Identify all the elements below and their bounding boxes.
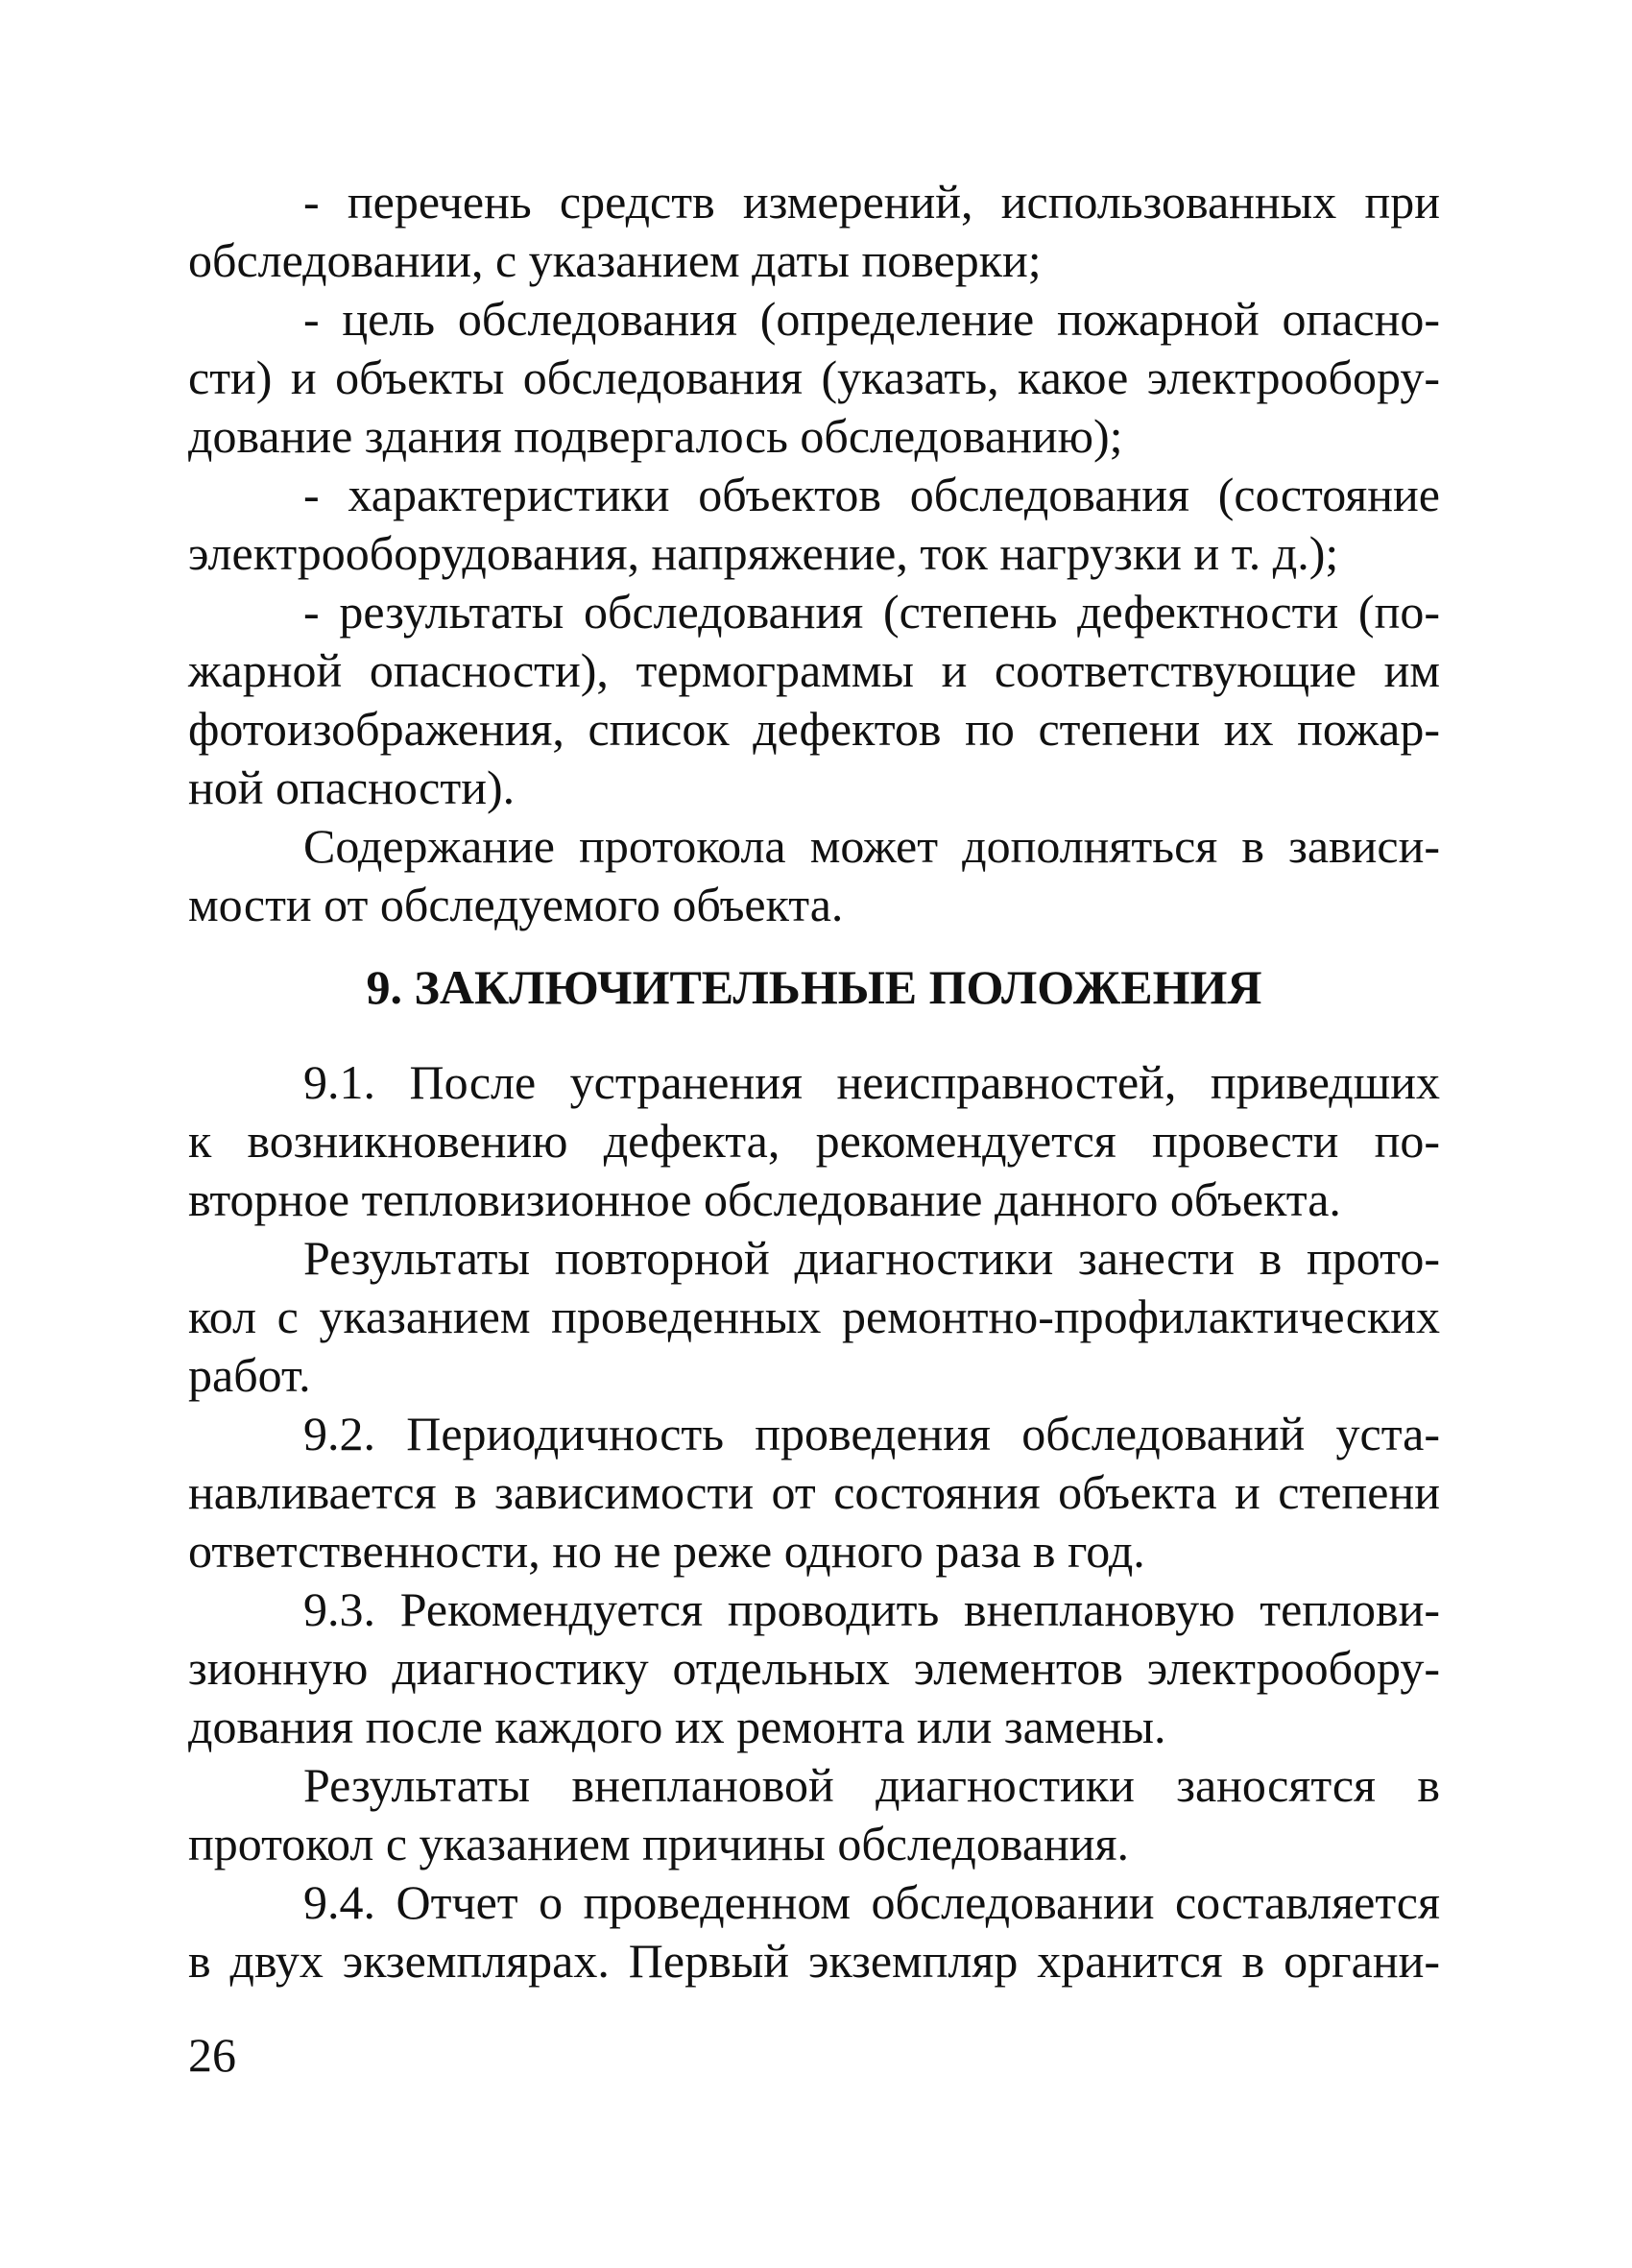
page-number: 26 [188, 2028, 236, 2082]
text-line: зионную диагностику отдельных элементов электрообору- [188, 1641, 1440, 1695]
text-line: обследовании, с указанием даты поверки; [188, 233, 1042, 287]
text-line: 9.4. Отчет о проведенном обследовании составляется [303, 1875, 1440, 1929]
text-line: дование здания подвергалось обследованию); [188, 409, 1123, 463]
text-line: Результаты повторной диагностики занести в прото- [303, 1231, 1440, 1285]
text-line: фотоизображения, список дефектов по степени их пожар- [188, 702, 1440, 756]
section-title: 9. ЗАКЛЮЧИТЕЛЬНЫЕ ПОЛОЖЕНИЯ [366, 960, 1262, 1014]
text-line: 9.1. После устранения неисправностей, приведших [303, 1055, 1440, 1109]
text-line: сти) и объекты обследования (указать, какое электрообору- [188, 350, 1440, 404]
text-line: - характеристики объектов обследования (состояние [303, 468, 1440, 521]
text-line: 9.3. Рекомендуется проводить внеплановую теплови- [303, 1582, 1440, 1636]
text-line: жарной опасности), термограммы и соответствующие им [188, 643, 1440, 697]
paragraph-9-3 [188, 1580, 1440, 1756]
text-line: ной опасности). [188, 760, 516, 814]
text-line: - цель обследования (определение пожарной опасно- [303, 292, 1440, 346]
text-line: 9.2. Периодичность проведения обследований уста- [303, 1407, 1440, 1460]
list-item [188, 290, 1440, 466]
text-line: дования после каждого их ремонта или замены. [188, 1700, 1166, 1753]
text-line: в двух экземплярах. Первый экземпляр хранится в органи- [188, 1934, 1440, 1988]
text-line: вторное тепловизионное обследование данного объекта. [188, 1172, 1341, 1226]
text-line: работ. [188, 1348, 311, 1402]
text-line: кол с указанием проведенных ремонтно-профилактических [188, 1290, 1440, 1343]
text-line: - результаты обследования (степень дефектности (по- [303, 585, 1440, 639]
list-item [188, 466, 1440, 583]
text-line: ответственности, но не реже одного раза в год. [188, 1524, 1145, 1578]
text-line: протокол с указанием причины обследования. [188, 1817, 1130, 1870]
text-line: мости от обследуемого объекта. [188, 878, 844, 931]
list-item [188, 173, 1440, 290]
text-line: - перечень средств измерений, использованных при [303, 175, 1440, 229]
paragraph-note [188, 817, 1440, 934]
paragraph-9-2 [188, 1405, 1440, 1580]
paragraph-9-4 [188, 1873, 1440, 1991]
text-line: Результаты внеплановой диагностики заносятся в [303, 1758, 1440, 1812]
paragraph-9-3-results [188, 1756, 1440, 1873]
paragraph-9-1-results [188, 1229, 1440, 1405]
page-body [188, 173, 1440, 1991]
list-item [188, 583, 1440, 817]
text-line: навливается в зависимости от состояния объекта и степени [188, 1465, 1440, 1519]
text-line: Содержание протокола может дополняться в зависи- [303, 819, 1440, 873]
text-line: к возникновению дефекта, рекомендуется провести по- [188, 1114, 1440, 1168]
paragraph-9-1 [188, 1053, 1440, 1229]
text-line: электрооборудования, напряжение, ток нагрузки и т. д.); [188, 526, 1339, 580]
